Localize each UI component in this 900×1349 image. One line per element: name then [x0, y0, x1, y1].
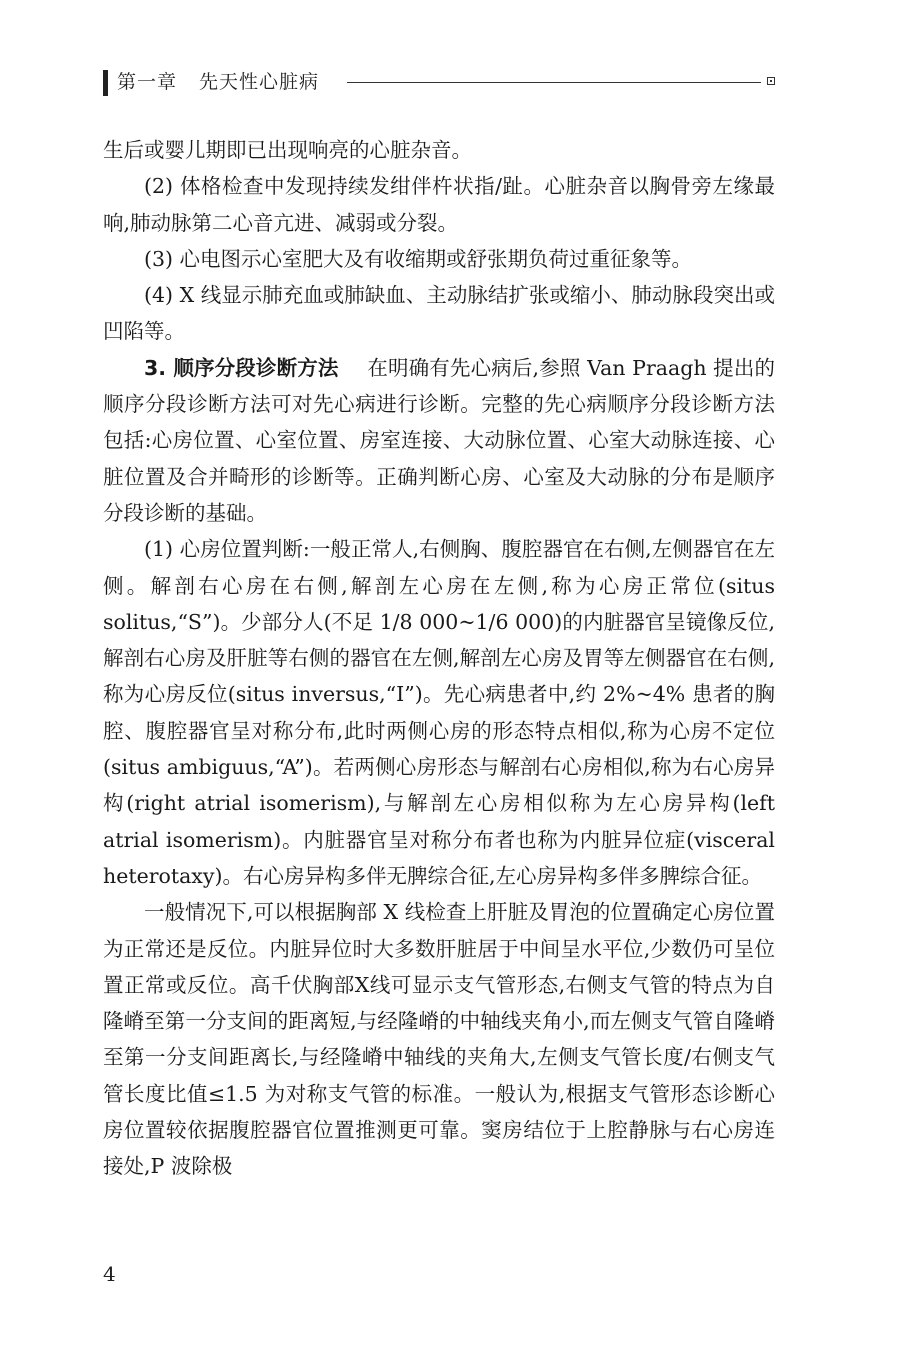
header-bar [103, 70, 108, 96]
body-text [103, 132, 775, 1185]
paragraph-text: (4) X 线显示肺充血或肺缺血、主动脉结扩张或缩小、肺动脉段突出或凹陷等。 [103, 283, 775, 344]
paragraph [103, 531, 775, 894]
paragraph-text: (1) 心房位置判断:一般正常人,右侧胸、腹腔器官在右侧,左侧器官在左侧。解剖右心房在右侧,解剖左心房在左侧,称为心房正常位(situs solitus,“S”)。少部分人(不足 1/8 000~1/6 000)的内脏器官呈镜像反位,解剖右心房及肝脏等右侧的器官在左侧,解剖左心房及胃等左侧器官在右侧,称为心房反位(situs inversus,“I”)。先心病患者中,约 2%~4% 患者的胸腔、腹腔器官呈对称分布,此时两侧心房的形态特点相似,称为心房不定位(situs ambiguus,“A”)。若两侧心房形态与解剖右心房相似,称为右心房异构(right atrial isomerism),与解剖左心房相似称为左心房异构(left atrial isomerism)。内脏器官呈对称分布者也称为内脏异位症(visceral heterotaxy)。右心房异构多伴无脾综合征,左心房异构多伴多脾综合征。 [103, 537, 775, 888]
paragraph [103, 277, 775, 350]
page-number: 4 [103, 1262, 116, 1286]
paragraph-text: (3) 心电图示心室肥大及有收缩期或舒张期负荷过重征象等。 [144, 246, 693, 271]
header-rule [347, 82, 761, 83]
paragraph [103, 894, 775, 1184]
header-title [117, 67, 319, 94]
paragraph-text: 生后或婴儿期即已出现响亮的心脏杂音。 [103, 138, 472, 162]
running-header [103, 62, 775, 102]
paragraph [103, 132, 775, 168]
section-heading: 3. 顺序分段诊断方法 [144, 355, 339, 380]
paragraph [103, 350, 775, 531]
paragraph [103, 168, 775, 241]
header-end-ornament-icon [767, 77, 775, 85]
chapter-title: 先天性心脏病 [199, 71, 320, 93]
paragraph-text: 在明确有先心病后,参照 Van Praagh 提出的顺序分段诊断方法可对先心病进行诊断。完整的先心病顺序分段诊断方法包括:心房位置、心室位置、房室连接、大动脉位置、心室大动脉连接、心脏位置及合并畸形的诊断等。正确判断心房、心室及大动脉的分布是顺序分段诊断的基础。 [103, 355, 775, 525]
chapter-label: 第一章 [117, 71, 178, 93]
paragraph-text: 一般情况下,可以根据胸部 X 线检查上肝脏及胃泡的位置确定心房位置为正常还是反位。内脏异位时大多数肝脏居于中间呈水平位,少数仍可呈位置正常或反位。高千伏胸部X线可显示支气管形态,右侧支气管的特点为自隆嵴至第一分支间的距离短,与经隆嵴的中轴线夹角小,而左侧支气管自隆嵴至第一分支间距离长,与经隆嵴中轴线的夹角大,左侧支气管长度/右侧支气管长度比值≤1.5 为对称支气管的标准。一般认为,根据支气管形态诊断心房位置较依据腹腔器官位置推测更可靠。窦房结位于上腔静脉与右心房连接处,P 波除极 [103, 900, 775, 1179]
paragraph [103, 241, 775, 277]
paragraph-text: (2) 体格检查中发现持续发绀伴杵状指/趾。心脏杂音以胸骨旁左缘最响,肺动脉第二心音亢进、减弱或分裂。 [103, 174, 775, 235]
